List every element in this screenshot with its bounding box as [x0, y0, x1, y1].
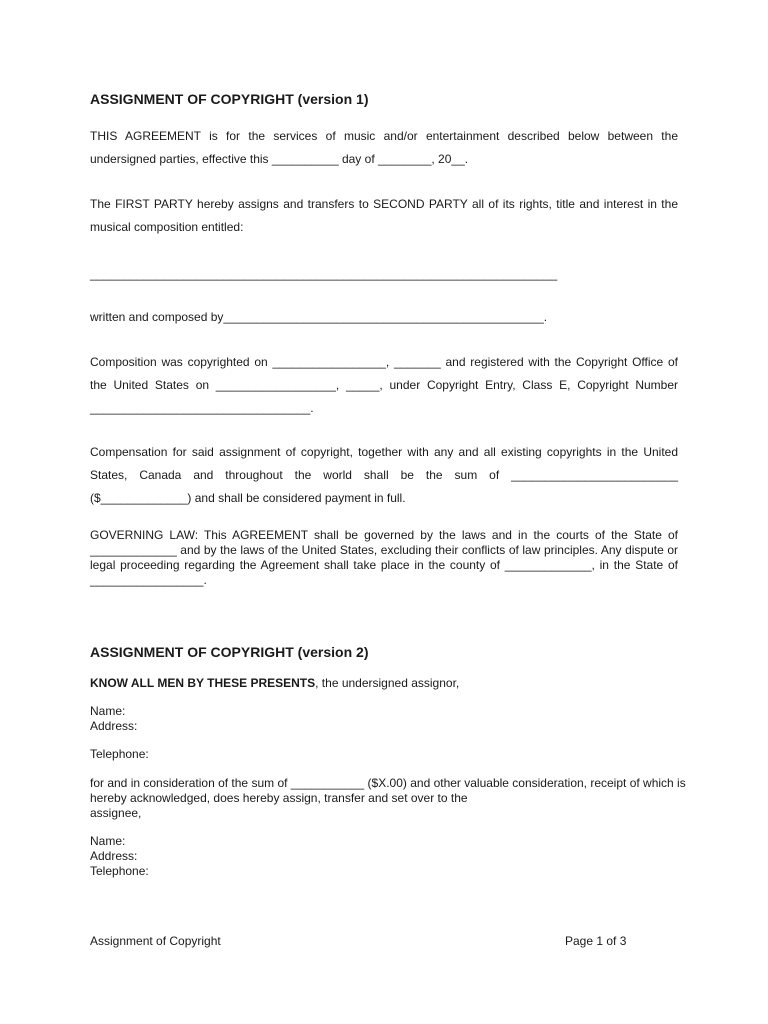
assignment-paragraph: The FIRST PARTY hereby assigns and transfers to SECOND PARTY all of its rights, title and interest in the musical composition entitled: [90, 197, 678, 234]
version2-heading: ASSIGNMENT OF COPYRIGHT (version 2) [90, 644, 369, 660]
assignee-telephone-label: Telephone: [90, 864, 149, 878]
assignee-address-label: Address: [90, 849, 138, 863]
version1-heading: ASSIGNMENT OF COPYRIGHT (version 1) [90, 91, 369, 107]
assignor-address-label: Address: [90, 719, 138, 733]
know-all-men-bold: KNOW ALL MEN BY THESE PRESENTS [90, 676, 316, 690]
copyright-registration-paragraph: Composition was copyrighted on _________________, _______ and registered with the Copyright Office of the United States on __________________, _____, under Copyright Entry, Class E, Copyright Number _________________________________. [90, 355, 678, 415]
know-all-men-line [90, 676, 459, 690]
footer-page-number: Page 1 of 3 [565, 934, 627, 948]
assignor-block [90, 704, 678, 734]
assignor-name-label: Name: [90, 704, 126, 718]
governing-law-paragraph: GOVERNING LAW: This AGREEMENT shall be governed by the laws and in the courts of the State of _____________ and by the laws of the United States, excluding their conflicts of law principles. Any dispute or legal proceeding regarding the Agreement shall take place in the county of _____________, in the State of _________________. [90, 528, 678, 587]
assignee-name-label: Name: [90, 834, 126, 848]
consideration-block [90, 776, 700, 821]
consideration-text: for and in consideration of the sum of ___________ ($X.00) and other valuable consideration, receipt of which is hereby acknowledged, does hereby assign, transfer and set over to the [90, 776, 686, 805]
footer-title: Assignment of Copyright [90, 934, 221, 948]
assignor-telephone-label: Telephone: [90, 747, 149, 761]
written-composed-by-line: written and composed by________________________________________________. [90, 310, 548, 324]
composition-title-blank: ______________________________________________________________________ [90, 267, 558, 281]
assignee-label: assignee, [90, 806, 142, 820]
assignee-block [90, 834, 678, 879]
agreement-paragraph: THIS AGREEMENT is for the services of music and/or entertainment described below between the undersigned parties, effective this __________ day of ________, 20__. [90, 129, 678, 166]
know-all-men-rest: , the undersigned assignor, [315, 676, 460, 690]
compensation-paragraph: Compensation for said assignment of copyright, together with any and all existing copyrights in the United States, Canada and throughout the world shall be the sum of _________________________ ($_____________) and shall be considered payment in full. [90, 445, 678, 505]
